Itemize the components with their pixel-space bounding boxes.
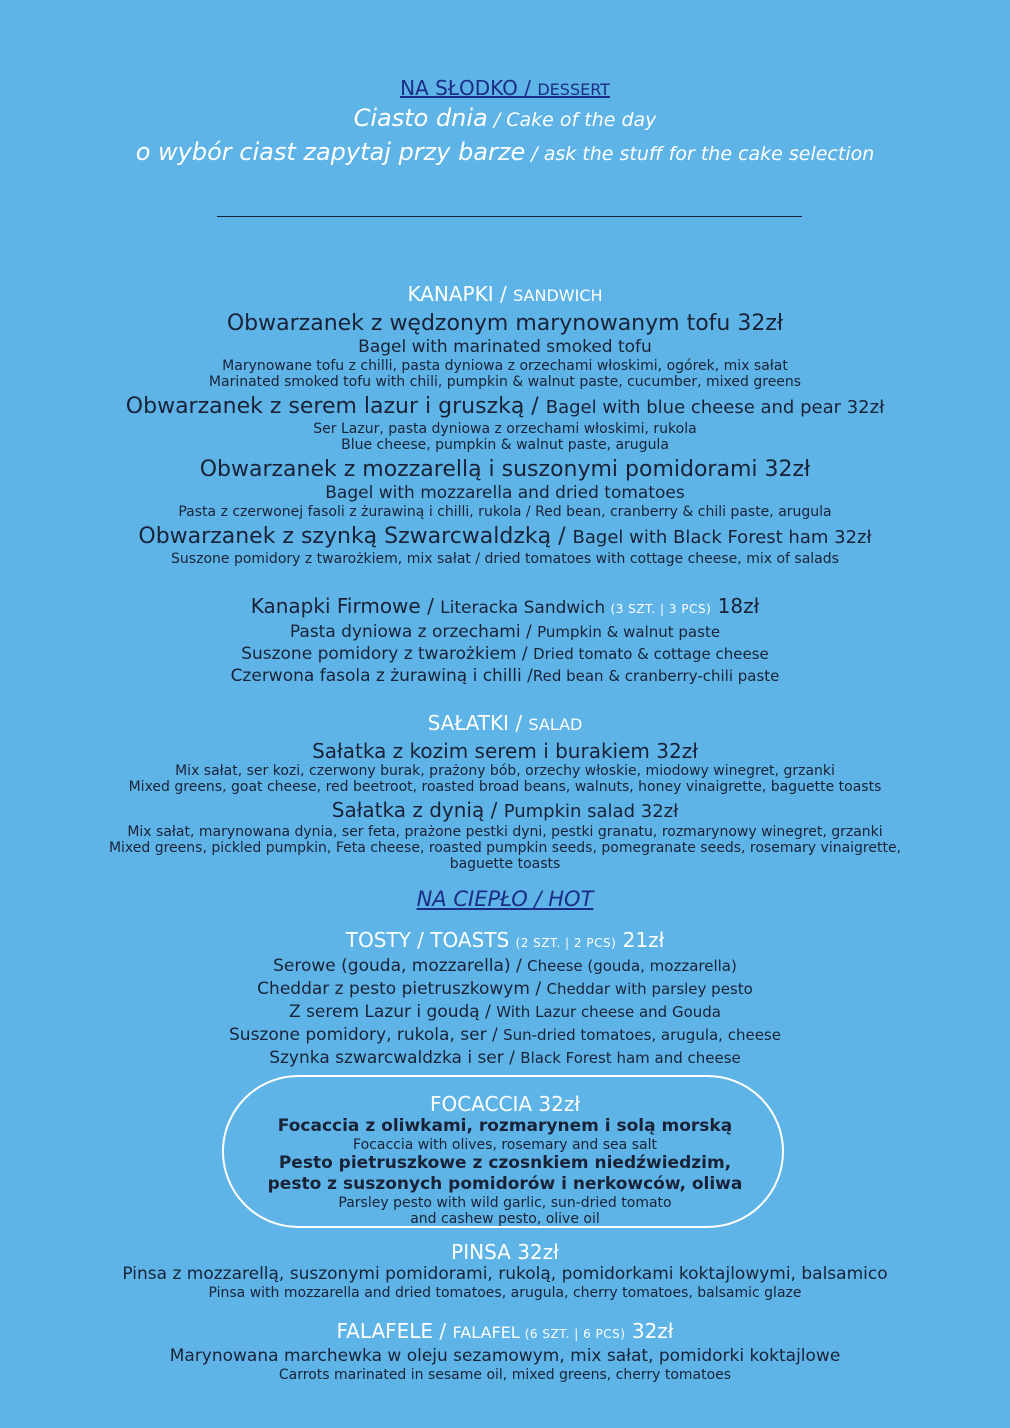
firmowe-option-3: Czerwona fasola z żurawiną i chilli /Red bean & cranberry-chili paste [230,666,780,686]
pinsa-heading: PINSA 32zł [451,1240,559,1264]
sandwich-item-3-desc: Pasta z czerwonej fasoli z żurawiną i chilli, rukola / Red bean, cranberry & chili paste, arugula [178,504,832,520]
cake-selection-note: o wybór ciast zapytaj przy barze / ask the stuff for the cake selection [135,138,875,166]
firmowe-name: Kanapki Firmowe / Literacka Sandwich (3 SZT. | 3 PCS) 18zł [250,594,760,618]
toast-item-5: Szynka szwarcwaldzka i ser / Black Forest ham and cheese [269,1048,741,1068]
toast-item-4: Suszone pomidory, rukola, ser / Sun-dried tomatoes, arugula, cheese [229,1025,781,1045]
salad-item-1-desc-en: Mixed greens, goat cheese, red beetroot, roasted broad beans, walnuts, honey vinaigrette, baguette toasts [128,779,882,795]
salad-heading: SAŁATKI / SALAD [427,711,583,735]
salad-item-1-name: Sałatka z kozim serem i burakiem 32zł [312,739,698,763]
pinsa-desc-pl: Pinsa z mozzarellą, suszonymi pomidorami, rukolą, pomidorkami koktajlowymi, balsamico [122,1264,888,1284]
falafel-heading: FALAFELE / FALAFEL (6 SZT. | 6 PCS) 32zł [336,1319,674,1343]
sandwich-item-2-name: Obwarzanek z serem lazur i gruszką / Bagel with blue cheese and pear 32zł [125,394,885,419]
hot-heading: NA CIEPŁO / HOT [416,887,594,911]
focaccia-item-2-name: Pesto pietruszkowe z czosnkiem niedźwiedzim, [278,1153,732,1173]
falafel-section [0,1319,1010,1383]
salad-item-2-desc-en: Mixed greens, pickled pumpkin, Feta cheese, roasted pumpkin seeds, pomegranate seeds, rosemary vinaigrette, [108,840,902,856]
sandwich-item-2-desc-en: Blue cheese, pumpkin & walnut paste, arugula [341,437,669,453]
salad-section [0,711,1010,872]
sandwich-section [0,282,1010,567]
toasts-section [0,928,1010,1070]
focaccia-item-2-desc-2: and cashew pesto, olive oil [410,1211,600,1227]
firmowe-section [0,594,1010,687]
sandwich-item-1-desc-pl: Marynowane tofu z chilli, pasta dyniowa z orzechami włoskimi, ogórek, mix sałat [222,358,788,374]
section-divider [217,216,802,217]
salad-item-2-name: Sałatka z dynią / Pumpkin salad 32zł [331,798,679,822]
focaccia-item-2-desc: Parsley pesto with wild garlic, sun-dried tomato [338,1195,672,1211]
salad-item-1-desc-pl: Mix sałat, ser kozi, czerwony burak, prażony bób, orzechy włoskie, miodowy winegret, grzanki [175,763,835,779]
sandwich-item-4-name: Obwarzanek z szynką Szwarcwaldzką / Bagel with Black Forest ham 32zł [138,524,872,549]
pinsa-section [0,1240,1010,1301]
dessert-heading: NA SŁODKO / DESSERT [400,76,610,100]
sandwich-item-3-name: Obwarzanek z mozzarellą i suszonymi pomidorami 32zł [199,457,811,482]
toasts-heading: TOSTY / TOASTS (2 SZT. | 2 PCS) 21zł [345,928,665,952]
sandwich-item-1-desc-en: Marinated smoked tofu with chili, pumpkin & walnut paste, cucumber, mixed greens [208,374,802,390]
sandwich-item-4-desc: Suszone pomidory z twarożkiem, mix sałat / dried tomatoes with cottage cheese, mix of salads [171,551,839,567]
salad-item-2-desc-en-2: baguette toasts [449,856,561,872]
firmowe-option-1: Pasta dyniowa z orzechami / Pumpkin & walnut paste [289,622,721,642]
sandwich-item-2-desc-pl: Ser Lazur, pasta dyniowa z orzechami włoskimi, rukola [313,421,697,437]
sandwich-item-1-name: Obwarzanek z wędzonym marynowanym tofu 32zł [226,311,784,336]
focaccia-heading: FOCACCIA 32zł [429,1092,581,1116]
sandwich-heading: KANAPKI / SANDWICH [407,282,603,306]
toast-item-2: Cheddar z pesto pietruszkowym / Cheddar with parsley pesto [257,979,753,999]
falafel-desc-pl: Marynowana marchewka w oleju sezamowym, mix sałat, pomidorki koktajlowe [169,1346,841,1366]
toast-item-3: Z serem Lazur i goudą / With Lazur cheese and Gouda [289,1002,721,1022]
sandwich-item-1-name-en: Bagel with marinated smoked tofu [358,337,652,357]
hot-section [0,886,1010,912]
focaccia-item-1-name: Focaccia z oliwkami, rozmarynem i solą morską [277,1116,733,1136]
focaccia-item-2-name-2: pesto z suszonych pomidorów i nerkowców, oliwa [267,1174,743,1194]
pinsa-desc-en: Pinsa with mozzarella and dried tomatoes, arugula, cherry tomatoes, balsamic glaze [208,1285,802,1301]
cake-of-the-day: Ciasto dnia / Cake of the day [353,104,657,132]
salad-item-2-desc-pl: Mix sałat, marynowana dynia, ser feta, prażone pestki dyni, pestki granatu, rozmarynowy winegret, grzanki [127,824,883,840]
firmowe-option-2: Suszone pomidory z twarożkiem / Dried tomato & cottage cheese [241,644,769,664]
sandwich-item-3-name-en: Bagel with mozzarella and dried tomatoes [325,483,685,503]
focaccia-section [0,1092,1010,1227]
dessert-section [0,76,1010,170]
focaccia-item-1-desc: Focaccia with olives, rosemary and sea salt [353,1137,657,1153]
falafel-desc-en: Carrots marinated in sesame oil, mixed greens, cherry tomatoes [278,1367,732,1383]
toast-item-1: Serowe (gouda, mozzarella) / Cheese (gouda, mozzarella) [273,956,737,976]
